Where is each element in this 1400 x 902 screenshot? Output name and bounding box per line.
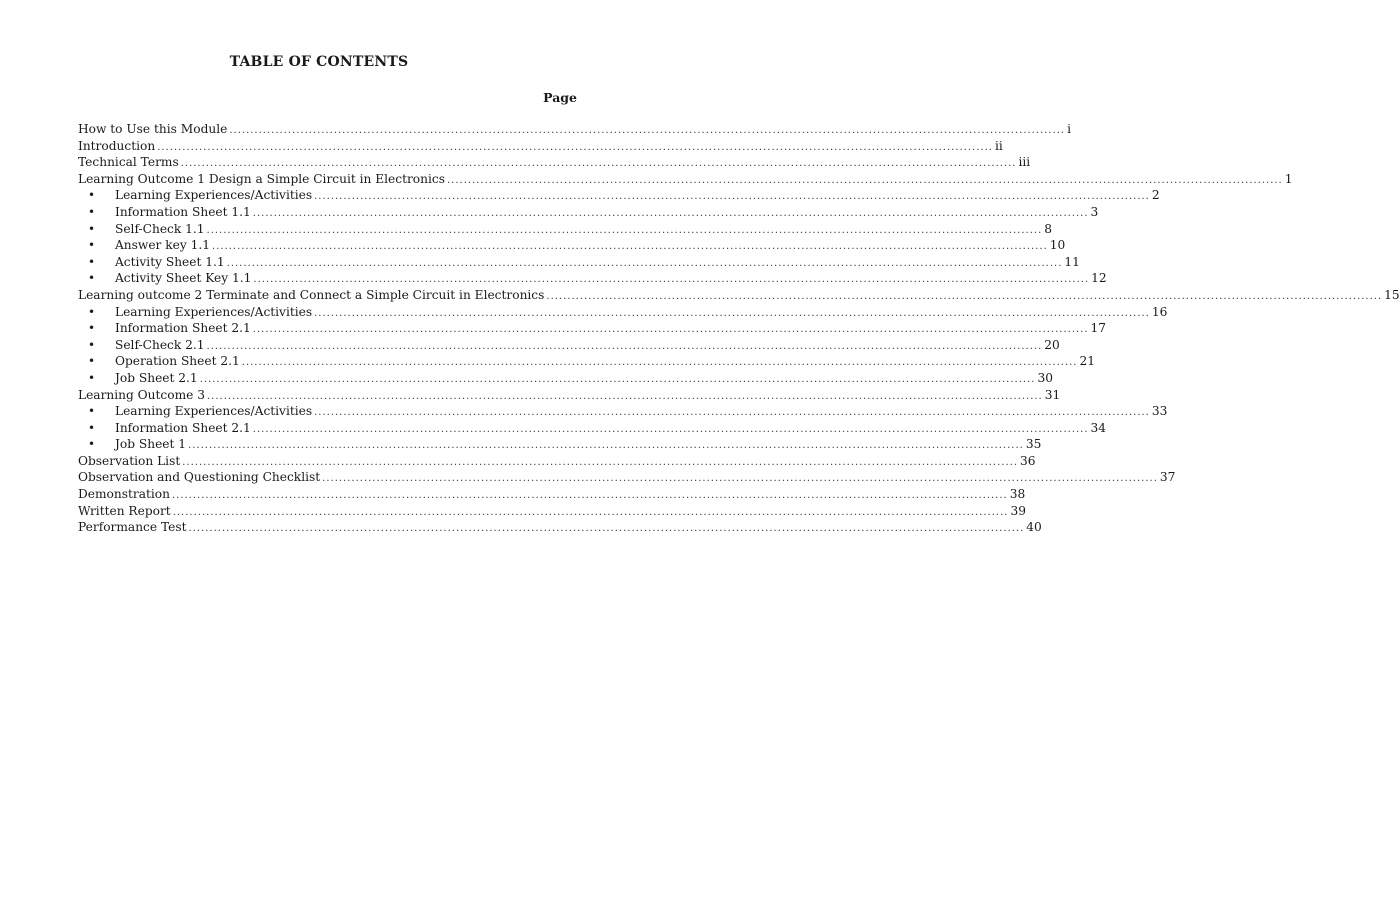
toc-entry-label: Technical Terms (78, 155, 179, 170)
toc-page-number: i (1067, 122, 1072, 136)
dot-leader: ........................................................................................................................................................................................................ (206, 340, 1043, 352)
page-column-header: Page (543, 90, 577, 105)
toc-entry-label: Observation List (78, 453, 181, 468)
toc-page-number: 12 (1091, 271, 1107, 286)
toc-page-number: 8 (1044, 221, 1053, 236)
bullet-icon: • (88, 238, 96, 253)
dot-leader: ........................................................................................................................................................................................................ (241, 357, 1078, 369)
bullet-icon: • (88, 337, 96, 352)
toc-page-number: iii (1018, 155, 1031, 170)
toc-entry-label: Activity Sheet 1.1 (115, 254, 225, 269)
toc-entry-label: Operation Sheet 2.1 (115, 354, 240, 369)
toc-page-number: 1 (1284, 171, 1293, 186)
toc-entry[interactable] (78, 469, 1176, 486)
toc-subentry[interactable] (78, 204, 1099, 221)
toc-subentry[interactable] (78, 221, 1053, 238)
toc-page-number: 20 (1044, 337, 1060, 352)
toc-page-number: 10 (1049, 238, 1066, 253)
bullet-icon: • (88, 304, 96, 319)
toc-entry-label: Information Sheet 2.1 (115, 321, 251, 336)
toc-entry-label: Learning Experiences/Activities (115, 304, 313, 319)
dot-leader: ........................................................................................................................................................................................................ (180, 158, 1017, 170)
toc-entry-label: Learning Experiences/Activities (115, 188, 313, 203)
toc-entry-label: Introduction (78, 138, 156, 153)
bullet-icon: • (88, 420, 96, 435)
toc-entry-label: Written Report (78, 503, 171, 518)
toc-page-number: 33 (1151, 404, 1168, 419)
toc-entry-label: How to Use this Module (78, 122, 228, 136)
bullet-icon: • (88, 221, 96, 236)
dot-leader: ........................................................................................................................................................................................................ (446, 174, 1283, 186)
dot-leader: ........................................................................................................................................................................................................ (322, 473, 1158, 485)
toc-entry-label: Learning Outcome 3 (78, 387, 205, 402)
toc-entry-label: Self-Check 1.1 (115, 221, 205, 236)
toc-entry-label: Learning outcome 2 Terminate and Connect a Simple Circuit in Electronics (78, 287, 545, 302)
dot-leader: ........................................................................................................................................................................................................ (188, 440, 1024, 452)
toc-entry-label: Demonstration (78, 487, 170, 502)
toc-entry-label: Job Sheet 2.1 (115, 370, 198, 385)
toc-page-number: 16 (1151, 304, 1168, 319)
toc-page-number: 3 (1090, 204, 1099, 219)
toc-entry[interactable] (78, 453, 1036, 470)
toc-entry-label: Answer key 1.1 (115, 238, 210, 253)
dot-leader: ........................................................................................................................................................................................................ (226, 257, 1063, 269)
dot-leader: ........................................................................................................................................................................................................ (252, 324, 1089, 336)
table-of-contents (78, 121, 1400, 536)
toc-page-number: 30 (1037, 370, 1053, 385)
dot-leader: ........................................................................................................................................................................................................ (172, 506, 1009, 518)
toc-subentry[interactable] (78, 420, 1107, 437)
dot-leader: ........................................................................................................................................................................................................ (229, 125, 1066, 136)
toc-entry[interactable] (78, 503, 1026, 520)
toc-page-number: 17 (1090, 321, 1107, 336)
toc-entry[interactable] (78, 138, 1003, 155)
dot-leader: ........................................................................................................................................................................................................ (212, 241, 1048, 253)
bullet-icon: • (88, 254, 96, 269)
toc-page-number: 37 (1159, 470, 1176, 485)
toc-subentry[interactable] (78, 436, 1042, 453)
toc-subentry[interactable] (78, 353, 1095, 370)
dot-leader: ........................................................................................................................................................................................................ (252, 207, 1089, 219)
toc-page-number: ii (994, 138, 1003, 153)
toc-subentry[interactable] (78, 403, 1168, 420)
toc-subentry[interactable] (78, 304, 1168, 321)
dot-leader: ........................................................................................................................................................................................................ (188, 523, 1025, 535)
toc-subentry[interactable] (78, 270, 1107, 287)
bullet-icon: • (88, 204, 96, 219)
bullet-icon: • (88, 404, 96, 419)
page-title: TABLE OF CONTENTS (229, 54, 409, 70)
bullet-icon: • (88, 437, 96, 452)
toc-page-number: 15 (1384, 287, 1400, 302)
toc-subentry[interactable] (78, 254, 1080, 271)
toc-page-number: 21 (1079, 354, 1095, 369)
toc-entry-label: Learning Experiences/Activities (115, 404, 313, 419)
toc-page-number: 34 (1090, 420, 1107, 435)
toc-subentry[interactable] (78, 320, 1107, 337)
dot-leader: ........................................................................................................................................................................................................ (253, 274, 1090, 286)
toc-entry[interactable] (78, 154, 1031, 171)
toc-page-number: 2 (1151, 188, 1160, 203)
dot-leader: ........................................................................................................................................................................................................ (314, 191, 1150, 203)
toc-entry-label: Activity Sheet Key 1.1 (115, 271, 252, 286)
dot-leader: ........................................................................................................................................................................................................ (199, 373, 1036, 385)
toc-page-number: 40 (1026, 520, 1042, 535)
toc-page-number: 38 (1009, 487, 1026, 502)
toc-entry-label: Information Sheet 1.1 (115, 204, 251, 219)
toc-page-number: 39 (1010, 503, 1026, 518)
toc-page-number: 11 (1064, 254, 1080, 269)
bullet-icon: • (88, 321, 96, 336)
toc-entry[interactable] (78, 287, 1400, 304)
toc-entry-label: Job Sheet 1 (115, 437, 187, 452)
bullet-icon: • (88, 271, 96, 286)
toc-page-number: 35 (1025, 437, 1042, 452)
dot-leader: ........................................................................................................................................................................................................ (182, 456, 1018, 468)
toc-page-number: 31 (1044, 387, 1061, 402)
toc-entry-label: Information Sheet 2.1 (115, 420, 251, 435)
toc-entry[interactable] (78, 387, 1061, 404)
toc-entry-label: Performance Test (78, 520, 187, 535)
bullet-icon: • (88, 354, 96, 369)
toc-entry-label: Observation and Questioning Checklist (78, 470, 321, 485)
dot-leader: ........................................................................................................................................................................................................ (546, 290, 1383, 302)
toc-subentry[interactable] (78, 237, 1066, 254)
dot-leader: ........................................................................................................................................................................................................ (314, 407, 1150, 419)
toc-entry-label: Learning Outcome 1 Design a Simple Circuit in Electronics (78, 171, 445, 186)
toc-subentry[interactable] (78, 337, 1060, 354)
toc-entry[interactable] (78, 519, 1042, 536)
dot-leader: ........................................................................................................................................................................................................ (252, 423, 1089, 435)
toc-entry[interactable] (78, 171, 1293, 188)
toc-entry-label: Self-Check 2.1 (115, 337, 205, 352)
toc-entry[interactable] (78, 486, 1026, 503)
bullet-icon: • (88, 188, 96, 203)
toc-entry[interactable] (78, 121, 1072, 138)
dot-leader: ........................................................................................................................................................................................................ (314, 307, 1150, 319)
toc-subentry[interactable] (78, 370, 1053, 387)
dot-leader: ........................................................................................................................................................................................................ (157, 141, 993, 153)
bullet-icon: • (88, 370, 96, 385)
dot-leader: ........................................................................................................................................................................................................ (206, 390, 1043, 402)
dot-leader: ........................................................................................................................................................................................................ (171, 490, 1008, 502)
toc-subentry[interactable] (78, 187, 1160, 204)
dot-leader: ........................................................................................................................................................................................................ (206, 224, 1043, 236)
toc-page-number: 36 (1020, 453, 1036, 468)
